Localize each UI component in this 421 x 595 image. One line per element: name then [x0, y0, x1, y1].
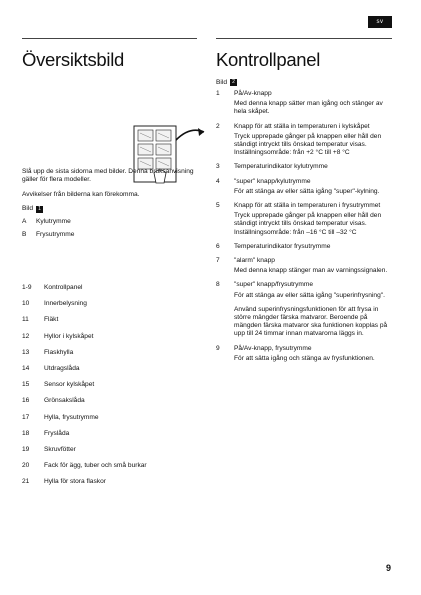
parts-item: [22, 430, 197, 438]
control-item: [216, 281, 392, 338]
parts-item: [22, 284, 197, 292]
parts-text: Hylla för stora flaskor: [44, 478, 106, 486]
parts-item: [22, 446, 197, 454]
parts-item: [22, 397, 197, 405]
parts-number: 14: [22, 365, 30, 373]
control-item: [216, 123, 392, 158]
parts-text: Sensor kylskåpet: [44, 381, 95, 389]
control-description: För att stänga av eller sätta igång "superinfrysning".: [234, 291, 385, 299]
parts-number: 10: [22, 300, 30, 308]
control-number: 6: [216, 242, 220, 250]
control-item: [216, 163, 392, 171]
parts-item: [22, 478, 197, 486]
control-note: Använd superinfrysningsfunktionen för att frysa in större mängder färska matvaror. Beroende på mängden färska matvaror ska funktionen kopplas på upp till 24 timmar innan matvarorna läggs in.: [234, 305, 388, 338]
intro-paragraph: Avvikelser från bilderna kan förekomma.: [22, 190, 140, 198]
control-number: 7: [216, 257, 220, 265]
control-description: Med denna knapp sätter man igång och stänger av hela skåpet.: [234, 100, 383, 116]
parts-number: 15: [22, 381, 30, 389]
intro-paragraph: Slå upp de sista sidorna med bilder. Denna bruksanvisning gäller för flera modeller.: [22, 168, 194, 184]
control-description: För att sätta igång och stänga av frysfunktionen.: [234, 354, 375, 362]
control-heading: Knapp för att ställa in temperaturen i frysutrymmet: [234, 202, 381, 210]
control-description: Med denna knapp stänger man av varningssignalen.: [234, 267, 388, 275]
legend-text: Kylutrymme: [36, 217, 71, 225]
legend-text: Frysutrymme: [36, 231, 75, 239]
parts-number: 13: [22, 348, 30, 356]
figure-label: Bild: [22, 205, 33, 213]
control-heading: Temperaturindikator frysutrymme: [234, 242, 331, 250]
section-rule: [22, 38, 197, 39]
figure-reference: [216, 79, 392, 86]
control-number: 8: [216, 281, 220, 289]
figure-number-badge: 2: [230, 79, 237, 86]
legend-key: A: [22, 217, 27, 225]
control-item: [216, 90, 392, 117]
parts-number: 11: [22, 316, 29, 324]
overview-intro: [22, 168, 197, 244]
parts-item: [22, 333, 197, 341]
parts-number: 20: [22, 462, 30, 470]
parts-text: Fryslåda: [44, 429, 70, 437]
control-item: [216, 243, 392, 251]
figure-label: Bild: [216, 79, 227, 86]
parts-item: [22, 462, 197, 470]
parts-text: Fläkt: [44, 316, 59, 324]
control-item: [216, 178, 392, 196]
parts-number: 18: [22, 429, 30, 437]
parts-number: 21: [22, 478, 30, 486]
parts-number: 1-9: [22, 284, 32, 291]
parts-text: Kontrollpanel: [44, 284, 83, 291]
parts-text: Utdragslåda: [44, 365, 80, 373]
control-heading: "super" knapp/frysutrymme: [234, 281, 314, 289]
control-item: [216, 345, 392, 363]
control-number: 4: [216, 177, 220, 185]
control-description: Tryck upprepade gånger på knappen eller håll den ständigt intryckt tills önskad temperatur visas. Inställningsområde: från +2 °C till +8 °C: [234, 132, 382, 157]
control-description: För att stänga av eller sätta igång "super"-kylning.: [234, 187, 380, 195]
parts-text: Hyllor i kylskåpet: [44, 332, 94, 340]
parts-item: [22, 316, 197, 324]
control-heading: "super" knapp/kylutrymme: [234, 177, 311, 185]
control-number: 9: [216, 344, 220, 352]
figure-number-badge: 1: [36, 206, 43, 213]
control-heading: "alarm" knapp: [234, 257, 275, 265]
legend-row: [22, 218, 197, 226]
control-number: 3: [216, 163, 220, 171]
parts-text: Hylla, frysutrymme: [44, 413, 99, 421]
control-heading: Temperaturindikator kylutrymme: [234, 163, 328, 171]
language-badge: sv: [368, 16, 392, 28]
parts-item: [22, 414, 197, 422]
parts-item: [22, 381, 197, 389]
overview-title: Översiktsbild: [22, 49, 124, 70]
control-item: [216, 257, 392, 275]
control-heading: På/Av-knapp: [234, 90, 272, 97]
control-panel-column: [216, 38, 392, 369]
parts-text: Skruvfötter: [44, 446, 76, 454]
parts-text: Innerbelysning: [44, 300, 87, 308]
control-heading: Knapp för att ställa in temperaturen i kylskåpet: [234, 122, 370, 130]
legend-row: [22, 231, 197, 239]
parts-item: [22, 365, 197, 373]
parts-item: [22, 349, 197, 357]
parts-list: [22, 284, 197, 495]
parts-number: 12: [22, 332, 30, 340]
legend-key: B: [22, 231, 27, 239]
parts-item: [22, 300, 197, 308]
control-item: [216, 202, 392, 237]
control-number: 2: [216, 122, 220, 130]
parts-text: Fack för ägg, tuber och små burkar: [44, 462, 147, 470]
section-rule: [216, 38, 392, 39]
page-number: 9: [386, 563, 392, 573]
overview-column: [22, 38, 197, 518]
parts-text: Grönsakslåda: [44, 397, 85, 405]
control-number: 5: [216, 202, 220, 210]
control-number: 1: [216, 90, 220, 97]
control-heading: På/Av-knapp, frysutrymme: [234, 344, 312, 352]
control-description: Tryck upprepade gånger på knappen eller håll den ständigt intryckt tills önskad temperatur visas. Inställningsområde: från –16 °C till –32 °C: [234, 212, 382, 236]
control-panel-title: Kontrollpanel: [216, 49, 321, 70]
parts-number: 17: [22, 413, 30, 421]
parts-number: 19: [22, 446, 30, 454]
parts-number: 16: [22, 397, 30, 405]
parts-text: Flaskhylla: [44, 348, 74, 356]
figure-reference: [22, 205, 197, 213]
